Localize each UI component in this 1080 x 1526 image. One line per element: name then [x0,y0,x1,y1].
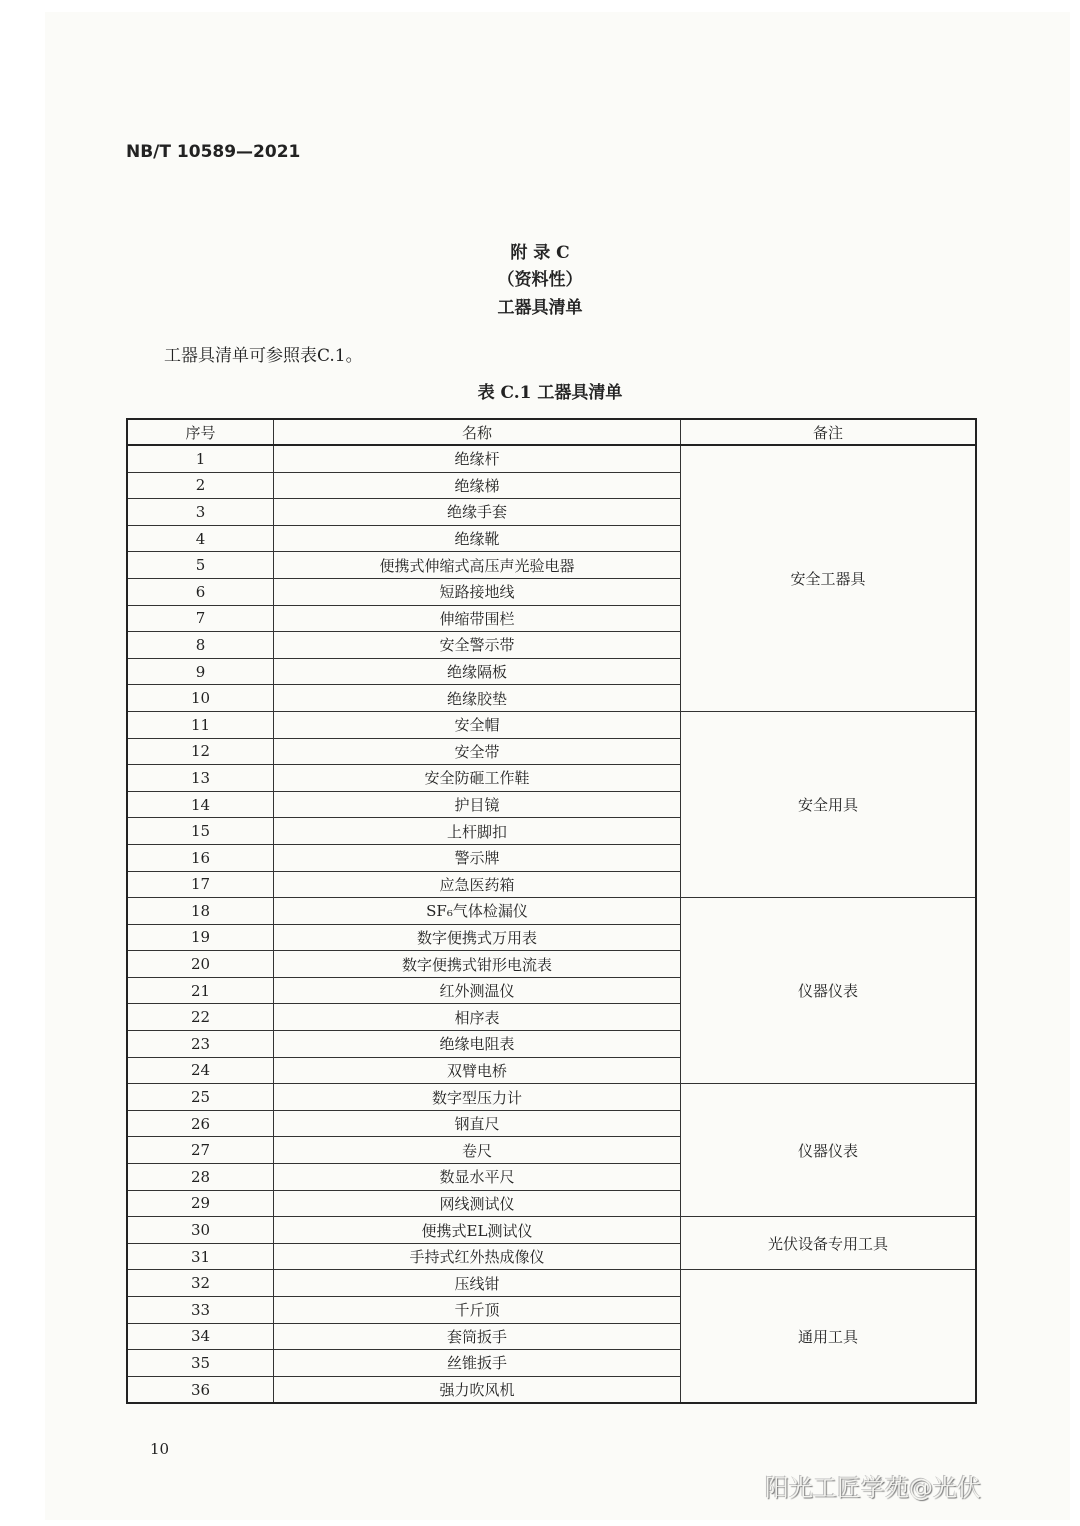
tool-name: 钢直尺 [274,1110,681,1137]
tool-name: 卷尺 [274,1137,681,1164]
row-number: 6 [127,578,274,605]
category-note: 安全工器具 [681,445,977,711]
table-header-row [127,419,976,445]
row-number: 2 [127,472,274,499]
tool-name: 安全警示带 [274,632,681,659]
row-number: 20 [127,951,274,978]
row-number: 19 [127,924,274,951]
tool-name: 上杆脚扣 [274,818,681,845]
appendix-type: （资料性） [497,270,583,290]
row-number: 14 [127,791,274,818]
row-number: 9 [127,658,274,685]
row-number: 36 [127,1376,274,1403]
row-number: 28 [127,1164,274,1191]
row-number: 26 [127,1110,274,1137]
tool-name: 绝缘胶垫 [274,685,681,712]
row-number: 33 [127,1297,274,1324]
tool-name: 双臂电桥 [274,1057,681,1084]
row-number: 18 [127,898,274,925]
tool-name: 相序表 [274,1004,681,1031]
row-number: 4 [127,525,274,552]
appendix-name: 工器具清单 [497,298,583,318]
row-number: 29 [127,1190,274,1217]
row-number: 27 [127,1137,274,1164]
table-caption: 表 C.1 工器具清单 [477,383,623,403]
tool-name: 绝缘隔板 [274,658,681,685]
row-number: 13 [127,765,274,792]
tool-name: SF₆气体检漏仪 [274,898,681,925]
appendix-title: 附 录 C [510,243,570,263]
tool-name: 数显水平尺 [274,1164,681,1191]
row-number: 25 [127,1084,274,1111]
row-number: 34 [127,1323,274,1350]
tool-name: 千斤顶 [274,1297,681,1324]
column-header-number: 序号 [127,419,274,445]
row-number: 11 [127,711,274,738]
table-row [127,711,976,738]
row-number: 31 [127,1243,274,1270]
tool-name: 便携式EL测试仪 [274,1217,681,1244]
tool-name: 数字便携式万用表 [274,924,681,951]
standard-number: NB/T 10589—2021 [126,142,301,162]
row-number: 8 [127,632,274,659]
row-number: 22 [127,1004,274,1031]
tool-name: 短路接地线 [274,578,681,605]
row-number: 15 [127,818,274,845]
row-number: 16 [127,844,274,871]
table-row [127,1084,976,1111]
tool-name: 伸缩带围栏 [274,605,681,632]
tool-name: 丝锥扳手 [274,1350,681,1377]
row-number: 30 [127,1217,274,1244]
table-row [127,1270,976,1297]
tool-name: 绝缘电阻表 [274,1031,681,1058]
row-number: 3 [127,499,274,526]
tool-name: 红外测温仪 [274,977,681,1004]
tool-name: 压线钳 [274,1270,681,1297]
tool-name: 安全防砸工作鞋 [274,765,681,792]
row-number: 1 [127,445,274,472]
column-header-name: 名称 [274,419,681,445]
tool-name: 绝缘杆 [274,445,681,472]
tool-name: 套筒扳手 [274,1323,681,1350]
row-number: 21 [127,977,274,1004]
tool-name: 安全带 [274,738,681,765]
tool-name: 数字型压力计 [274,1084,681,1111]
row-number: 10 [127,685,274,712]
tool-name: 数字便携式钳形电流表 [274,951,681,978]
intro-paragraph: 工器具清单可参照表C.1。 [164,346,363,366]
tool-name: 便携式伸缩式高压声光验电器 [274,552,681,579]
tool-name: 绝缘梯 [274,472,681,499]
tool-name: 强力吹风机 [274,1376,681,1403]
row-number: 32 [127,1270,274,1297]
row-number: 35 [127,1350,274,1377]
row-number: 5 [127,552,274,579]
category-note: 安全用具 [681,711,977,897]
table-row [127,898,976,925]
category-note: 光伏设备专用工具 [681,1217,977,1270]
table-row [127,1217,976,1244]
watermark: 阳光工匠学苑@光伏 [765,1474,981,1502]
page-number: 10 [150,1440,170,1458]
category-note: 仪器仪表 [681,898,977,1084]
tool-name: 应急医药箱 [274,871,681,898]
column-header-note: 备注 [681,419,977,445]
tool-name: 警示牌 [274,844,681,871]
row-number: 24 [127,1057,274,1084]
tool-name: 安全帽 [274,711,681,738]
row-number: 23 [127,1031,274,1058]
tool-name: 绝缘靴 [274,525,681,552]
category-note: 仪器仪表 [681,1084,977,1217]
row-number: 7 [127,605,274,632]
tool-name: 护目镜 [274,791,681,818]
tool-name: 手持式红外热成像仪 [274,1243,681,1270]
row-number: 12 [127,738,274,765]
table-row [127,445,976,472]
row-number: 17 [127,871,274,898]
tools-table [126,418,977,1404]
tool-name: 网线测试仪 [274,1190,681,1217]
tool-name: 绝缘手套 [274,499,681,526]
category-note: 通用工具 [681,1270,977,1403]
